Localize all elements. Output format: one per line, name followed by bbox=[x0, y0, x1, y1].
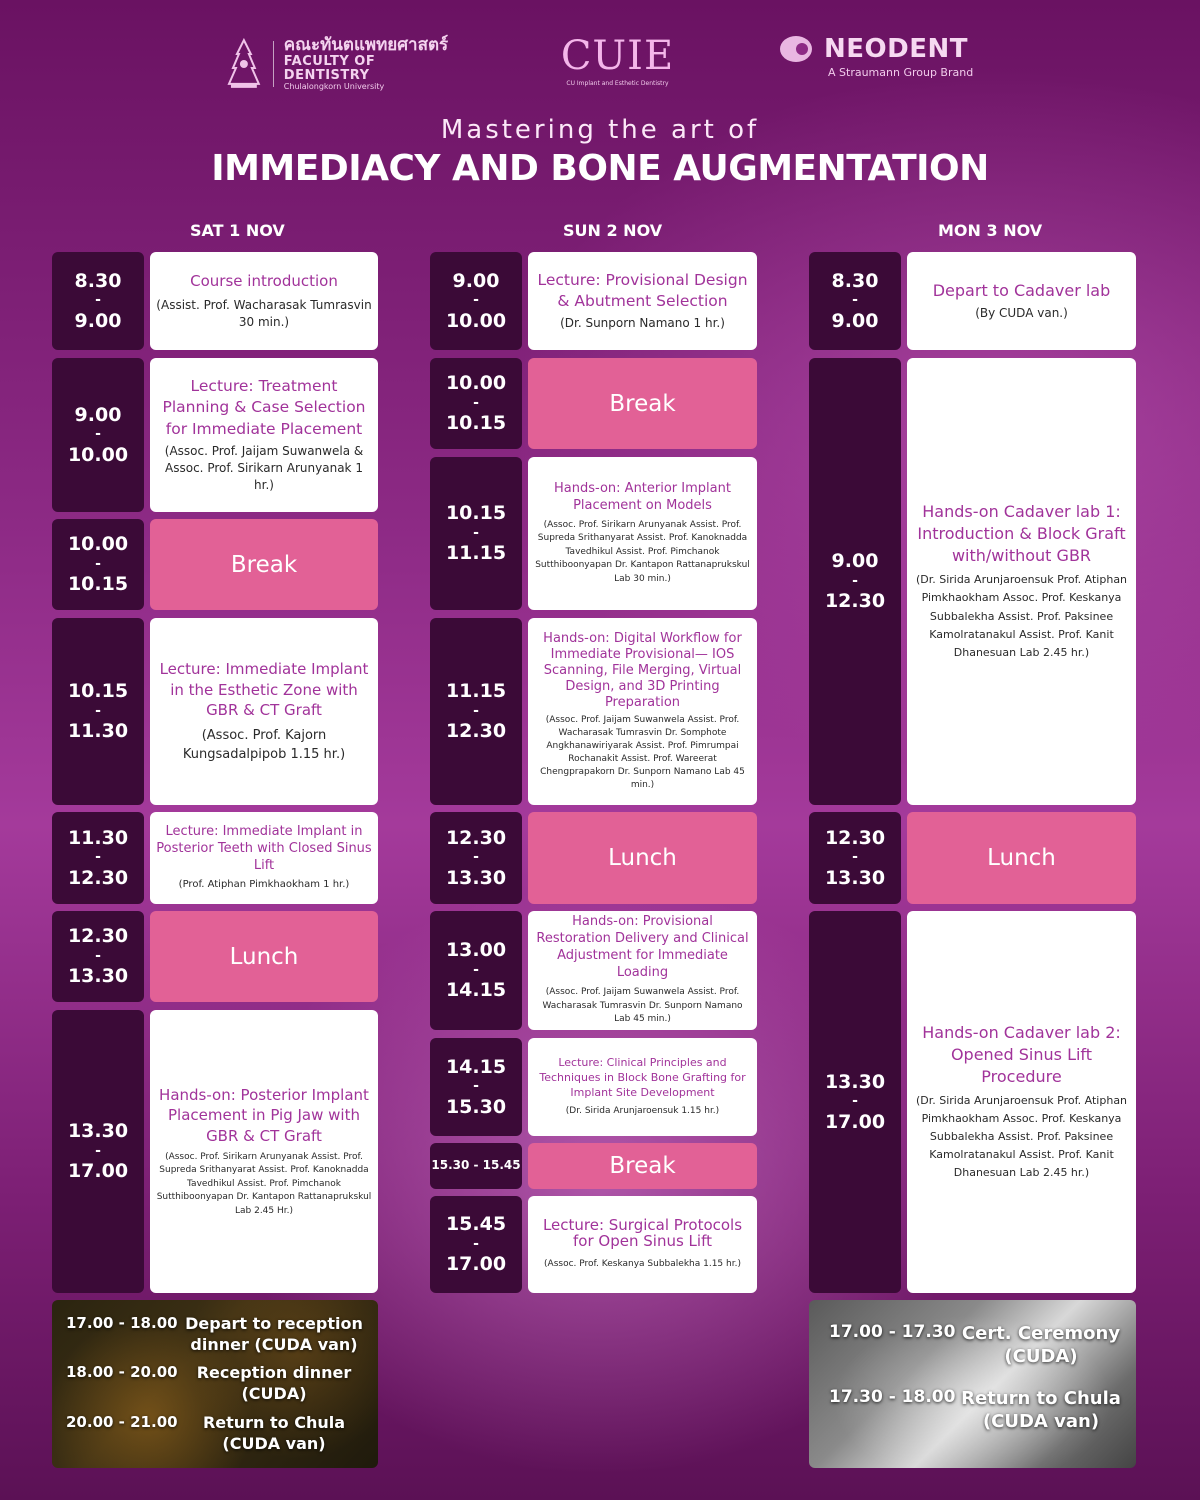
evening-panel-mon bbox=[809, 1300, 1136, 1468]
day-heading-sun: SUN 2 NOV bbox=[563, 221, 663, 240]
session-title: Lecture: Surgical Protocols for Open Sinus Lift bbox=[542, 1216, 743, 1250]
page-title: IMMEDIACY AND BONE AUGMENTATION bbox=[211, 148, 989, 189]
cuie-mark: CUIE bbox=[560, 33, 675, 79]
neodent-logo-icon bbox=[778, 34, 818, 64]
session-card bbox=[528, 457, 757, 610]
session-card bbox=[150, 1010, 378, 1293]
time-slot: 13.00 - 14.15 bbox=[430, 911, 522, 1030]
time-slot: 9.00 - 10.00 bbox=[430, 252, 522, 350]
session-title: Hands-on: Provisional Restoration Delivery and Clinical Adjustment for Immediate Loading bbox=[536, 914, 749, 981]
time-slot: 8.30 - 9.00 bbox=[52, 252, 144, 350]
lunch-block: Lunch bbox=[150, 911, 378, 1002]
time-slot: 11.30 - 12.30 bbox=[52, 812, 144, 904]
session-speaker: (Dr. Sirida Arunjaroensuk 1.15 hr.) bbox=[565, 1105, 720, 1116]
session-card bbox=[150, 358, 378, 512]
session-speaker: (Assoc. Prof. Sirikarn Arunyanak Assist. Prof. Supreda Srithanyarat Assist. Prof. Kanoknadda Tavedhikul Assist. Prof. Pimchanok Sutthiboonyapan Dr. Kantapon Rattanaprukskul Lab 2.45 Hr.) bbox=[156, 1151, 372, 1216]
session-title: Hands-on: Digital Workflow for Immediate Provisional— IOS Scanning, File Merging, Virtual Design, and 3D Printing Preparation bbox=[543, 630, 742, 711]
session-speaker: (Assoc. Prof. Sirikarn Arunyanak Assist. Prof. Supreda Srithanyarat Assist. Prof. Kanoknadda Tavedhikul Assist. Prof. Pimchanok Sutthiboonyapan Dr. Kantapon Rattanaprukskul Lab 30 min.) bbox=[535, 519, 750, 584]
session-speaker: (Dr. Sirida Arunjaroensuk Prof. Atiphan Pimkhaokham Assoc. Prof. Keskanya Subbalekha Assist. Prof. Paksinee Kamolratanakul Assist. Prof. Kanit Dhanesuan Lab 2.45 hr.) bbox=[915, 573, 1128, 659]
session-speaker: (Assoc. Prof. Jaijam Suwanwela Assist. Prof. Wacharasak Tumrasvin Dr. Somphote Angkhanawiriyarak Assist. Prof. Pimrumpai Rochanakit Assist. Prof. Wareerat Chengprapakorn Dr. Sunporn Namano Lab 45 min.) bbox=[540, 715, 745, 791]
lunch-block: Lunch bbox=[907, 812, 1136, 904]
evening-item: 20.00 - 21.00 Return to Chula (CUDA van) bbox=[66, 1413, 346, 1453]
cuie-logo bbox=[555, 32, 680, 92]
session-card bbox=[907, 358, 1136, 805]
time-slot: 13.30 - 17.00 bbox=[809, 911, 901, 1293]
session-speaker: (Assoc. Prof. Keskanya Subbalekha 1.15 hr.) bbox=[544, 1258, 741, 1269]
session-speaker: (Assoc. Prof. Kajorn Kungsadalpipob 1.15 hr.) bbox=[182, 728, 346, 762]
evening-item: 17.30 - 18.00 Return to Chula (CUDA van) bbox=[829, 1387, 1121, 1433]
faculty-logo bbox=[225, 36, 465, 92]
session-card bbox=[150, 618, 378, 805]
time-slot: 14.15 - 15.30 bbox=[430, 1038, 522, 1136]
break-block: Break bbox=[528, 358, 757, 449]
neodent-subtitle: A Straumann Group Brand bbox=[828, 66, 974, 79]
time-slot: 13.30 - 17.00 bbox=[52, 1010, 144, 1293]
faculty-thai-name: คณะทันตแพทยศาสตร์ bbox=[283, 34, 449, 55]
session-speaker: (Dr. Sunporn Namano 1 hr.) bbox=[560, 316, 725, 331]
time-slot: 12.30 - 13.30 bbox=[52, 911, 144, 1002]
lunch-block: Lunch bbox=[528, 812, 757, 904]
session-title: Hands-on Cadaver lab 2: Opened Sinus Lift Procedure bbox=[922, 1022, 1121, 1086]
session-speaker: (Prof. Atiphan Pimkhaokham 1 hr.) bbox=[178, 878, 350, 890]
evening-item: 17.00 - 17.30 Cert. Ceremony (CUDA) bbox=[829, 1322, 1121, 1368]
time-slot: 10.15 - 11.30 bbox=[52, 618, 144, 805]
evening-panel-sat bbox=[52, 1300, 378, 1468]
time-slot: 10.00 - 10.15 bbox=[430, 358, 522, 449]
session-card bbox=[528, 1038, 757, 1136]
time-slot: 8.30 - 9.00 bbox=[809, 252, 901, 350]
session-speaker: (Assoc. Prof. Jaijam Suwanwela Assist. Prof. Wacharasak Tumrasvin Dr. Sunporn Namano Lab 45 min.) bbox=[542, 987, 743, 1025]
evening-item: 18.00 - 20.00 Reception dinner (CUDA) bbox=[66, 1363, 352, 1403]
session-speaker: (Assist. Prof. Wacharasak Tumrasvin 30 min.) bbox=[156, 298, 372, 330]
session-title: Lecture: Immediate Implant in the Esthetic Zone with GBR & CT Graft bbox=[159, 660, 369, 720]
faculty-english-name: FACULTY OF DENTISTRY bbox=[283, 53, 376, 83]
session-card bbox=[528, 911, 757, 1030]
break-block: Break bbox=[150, 519, 378, 610]
time-slot: 11.15 - 12.30 bbox=[430, 618, 522, 805]
evening-item: 17.00 - 18.00 Depart to reception dinner (CUDA van) bbox=[66, 1314, 363, 1354]
session-title: Hands-on: Anterior Implant Placement on Models bbox=[554, 480, 731, 513]
session-title: Hands-on: Posterior Implant Placement in Pig Jaw with GBR & CT Graft bbox=[159, 1085, 369, 1146]
session-title: Lecture: Immediate Implant in Posterior Teeth with Closed Sinus Lift bbox=[156, 823, 372, 873]
time-slot: 12.30 - 13.30 bbox=[809, 812, 901, 904]
time-slot: 15.30 - 15.45 bbox=[430, 1143, 522, 1189]
session-card bbox=[907, 911, 1136, 1293]
session-speaker: (Assoc. Prof. Jaijam Suwanwela & Assoc. Prof. Sirikarn Arunyanak 1 hr.) bbox=[164, 444, 364, 493]
cuie-subtitle: CU Implant and Esthetic Dentistry bbox=[566, 80, 669, 87]
university-name: Chulalongkorn University bbox=[283, 82, 385, 92]
session-card bbox=[528, 1196, 757, 1293]
session-card bbox=[150, 252, 378, 350]
neodent-wordmark: NEODENT bbox=[824, 34, 968, 64]
session-title: Depart to Cadaver lab bbox=[932, 281, 1111, 301]
session-title: Hands-on Cadaver lab 1: Introduction & Block Graft with/without GBR bbox=[917, 502, 1126, 566]
page-subtitle: Mastering the art of bbox=[440, 115, 760, 145]
session-card bbox=[150, 812, 378, 904]
day-heading-mon: MON 3 NOV bbox=[938, 221, 1043, 240]
time-slot: 10.00 - 10.15 bbox=[52, 519, 144, 610]
day-heading-sat: SAT 1 NOV bbox=[190, 221, 285, 240]
session-title: Lecture: Provisional Design & Abutment Selection bbox=[537, 270, 748, 310]
time-slot: 12.30 - 13.30 bbox=[430, 812, 522, 904]
session-speaker: (By CUDA van.) bbox=[975, 305, 1068, 320]
session-card bbox=[907, 252, 1136, 350]
session-title: Lecture: Clinical Principles and Techniques in Block Bone Grafting for Implant Site Development bbox=[539, 1055, 746, 1099]
time-slot: 10.15 - 11.15 bbox=[430, 457, 522, 610]
session-card bbox=[528, 618, 757, 805]
time-slot: 9.00 - 12.30 bbox=[809, 358, 901, 805]
break-block: Break bbox=[528, 1143, 757, 1189]
neodent-logo bbox=[778, 34, 978, 94]
chula-seal-icon bbox=[225, 38, 263, 90]
time-slot: 15.45 - 17.00 bbox=[430, 1196, 522, 1293]
session-card bbox=[528, 252, 757, 350]
session-title: Course introduction bbox=[190, 271, 338, 290]
time-slot: 9.00 - 10.00 bbox=[52, 358, 144, 512]
session-speaker: (Dr. Sirida Arunjaroensuk Prof. Atiphan Pimkhaokham Assoc. Prof. Keskanya Subbalekha Assist. Prof. Paksinee Kamolratanakul Assist. Prof. Kanit Dhanesuan Lab 2.45 hr.) bbox=[915, 1093, 1128, 1180]
session-title: Lecture: Treatment Planning & Case Selection for Immediate Placement bbox=[162, 376, 366, 438]
